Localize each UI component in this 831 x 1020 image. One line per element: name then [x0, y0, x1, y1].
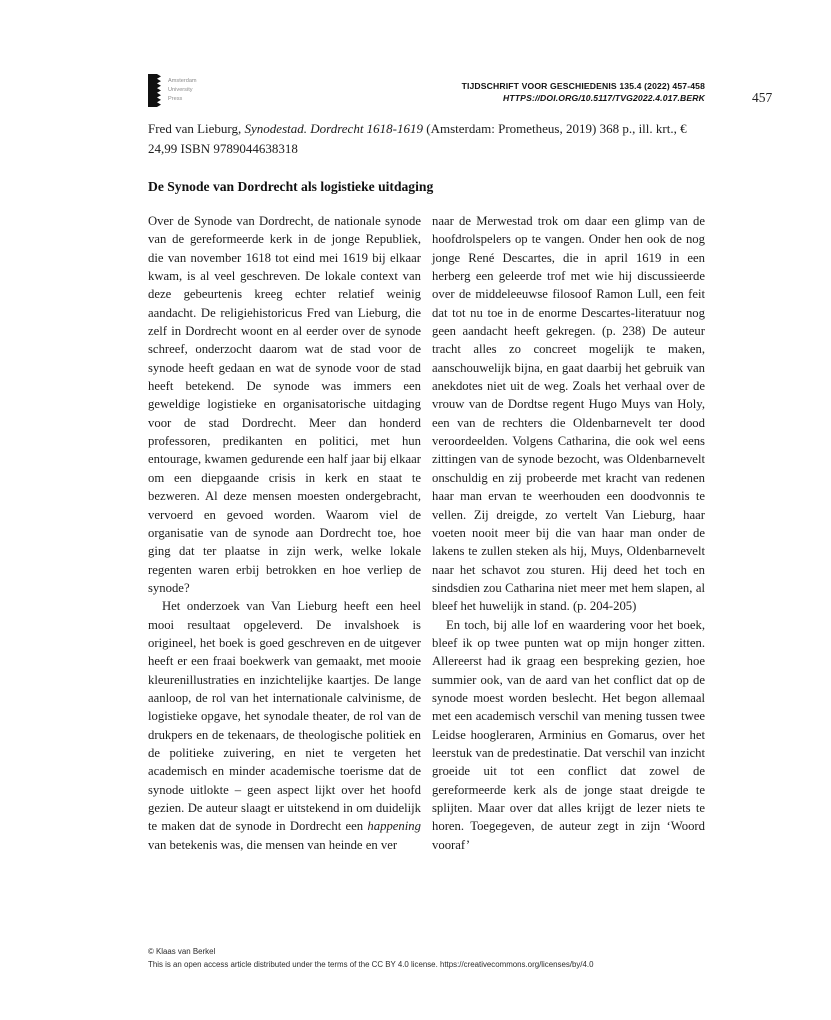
text-run: (Amsterdam: Prometheus, 2019) 368 p., ill. krt., € 24,99 ISBN 9789044638318	[148, 121, 687, 156]
license-text: This is an open access article distributed under the terms of the CC BY 4.0 license.	[148, 960, 440, 969]
text-run: Over de Synode van Dordrecht, de nationale synode van de gereformeerde kerk in de jonge Republiek, die van november 1618 tot eind mei 1619 bij elkaar kwam, is al veel geschreven. De lokale context van deze gebeurtenis kreeg echter relatief weinig aandacht. De religiehistoricus Fred van Lieburg, die zelf in Dordrecht woont en al eerder over de synode schreef, onderzocht daarom wat de stad voor de synode heeft gedaan en wat de synode voor de stad heeft betekend. De synode was immers een geweldige logistieke en organisatorische uitdaging voor de stad Dordrecht. Meer dan honderd professoren, predikanten en politici, met hun entourage, kwamen gedurende een half jaar bij elkaar om een diepgaande crisis in kerk en staat te bezweren. Al deze mensen moesten ondergebracht, vervoerd en gevoed worden. Waarom viel de organisatie van de synode aan Dordrecht toe, hoe ging dat ter plaatse in zijn werk, welke lokale regenten waren erbij betrokken en hoe verliep de synode?	[148, 214, 421, 595]
body-paragraph	[148, 212, 421, 597]
body-paragraph	[432, 616, 705, 854]
publisher-logo	[148, 74, 197, 107]
italic-run: Synodestad. Dordrecht 1618-1619	[244, 121, 424, 136]
text-run: naar de Merwestad trok om daar een glimp van de hoofdrolspelers op te vangen. Onder hen ook de nog jonge René Descartes, die in april 1619 in een herberg een geleerde trof met wie hij discussieerde over de middeleeuwse filosoof Ramon Lull, een feit dat tot nu toe in de enorme Descartes-literatuur nog geen aandacht heeft gekregen. (p. 238) De auteur tracht alles zo concreet mogelijk te maken, aanschouwelijk bijna, en gaat daarbij het gebruik van anekdotes niet uit de weg. Zoals het verhaal over de vrouw van de Dordtse regent Hugo Muys van Holy, een van de rechters die Oldenbarnevelt ter dood veroordeelden. Volgens Catharina, die ook wel eens zittingen van de synode bezocht, was Oldenbarnevelt onschuldig en zij probeerde met kracht van redenen haar man ervan te weerhouden een doodvonnis te vellen. Zij dreigde, zo vertelt Van Lieburg, haar voeten nooit meer bij die van haar man onder de lakens te zullen steken als hij, Muys, Oldenbarnevelt naar het schavot zou sturen. Hij deed het toch en sindsdien zou Catharina niet meer met hem slapen, al bleef het huwelijk in stand. (p. 204-205)	[432, 214, 705, 614]
page-footer	[148, 945, 593, 971]
license-url-link[interactable]: https://creativecommons.org/licenses/by/4.0	[439, 960, 594, 969]
italic-run: happening	[367, 819, 421, 834]
license-line	[148, 958, 593, 971]
page-number: 457	[752, 90, 773, 105]
text-run: Het onderzoek van Van Lieburg heeft een heel mooi resultaat opgeleverd. De invalshoek is origineel, het boek is goed geschreven en de uitgever heeft er een fraai boekwerk van gemaakt, met mooie kleurenillustraties en inzichtelijke kaartjes. De lange aanloop, de rol van het internationale calvinisme, de logistieke opgave, het synodale theater, de rol van de drukpers en de tekenaars, de theologische politiek en de politieke zuivering, en niet te vergeten het academisch en minder academische toerisme dat de synode uitlokte – geen aspect lijkt over het hoofd gezien. De auteur slaagt er uitstekend in om duidelijk te maken dat de synode in Dordrecht een	[148, 599, 421, 834]
body-column-right	[432, 212, 705, 854]
journal-header	[462, 80, 705, 104]
doi-link[interactable]: HTTPS://DOI.ORG/10.5117/TVG2022.4.017.BERK	[503, 93, 705, 103]
body-paragraph	[432, 212, 705, 616]
book-citation	[148, 119, 710, 158]
text-run: van betekenis was, die mensen van heinde en ver	[148, 837, 398, 852]
publisher-name-line: University	[168, 86, 193, 93]
review-body	[148, 212, 705, 854]
text-run: En toch, bij alle lof en waardering voor het boek, bleef ik op twee punten wat op mijn honger zitten. Allereerst had ik graag een bespreking gezien, hoe summier ook, van de aard van het conflict dat op de synode moest worden beslecht. Het begon allemaal met een academisch verschil van mening tussen twee Leidse hoogleraren, Arminius en Gomarus, over het leerstuk van de predestinatie. Dat verschil van inzicht groeide uit tot een conflict dat zowel de gereformeerde kerk als de jonge staat dreigde te splijten. Maar over dat alles krijgt de lezer niets te horen. Toegegeven, de auteur zegt in zijn ‘Woord vooraf’	[432, 617, 705, 852]
publisher-name	[168, 74, 197, 104]
body-column-left	[148, 212, 421, 854]
aup-logo-icon	[148, 74, 162, 107]
review-title: De Synode van Dordrecht als logistieke uitdaging	[148, 179, 434, 194]
copyright-line: © Klaas van Berkel	[148, 947, 216, 956]
journal-citation-line: TIJDSCHRIFT VOOR GESCHIEDENIS 135.4 (2022) 457-458	[461, 81, 705, 91]
text-run: Fred van Lieburg,	[148, 121, 245, 136]
publisher-name-line: Amsterdam	[168, 78, 197, 84]
body-paragraph	[148, 597, 421, 854]
publisher-name-line: Press	[168, 95, 183, 102]
